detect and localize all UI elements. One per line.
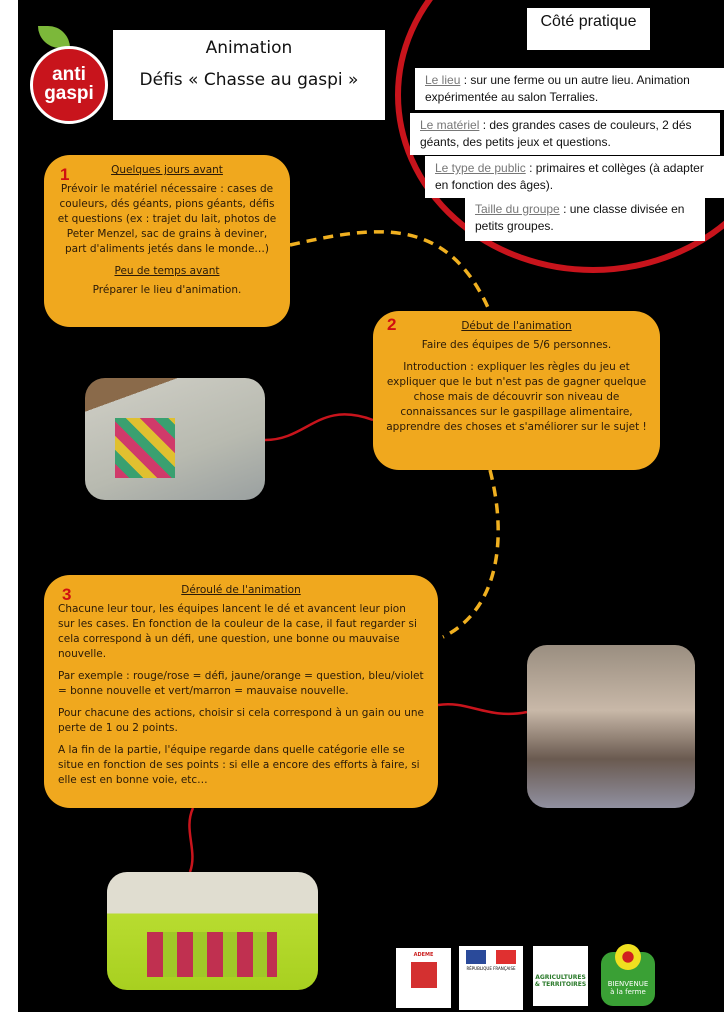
logo-text: BIENVENUE bbox=[607, 980, 649, 988]
step-text: Faire des équipes de 5/6 personnes. bbox=[421, 339, 612, 351]
step-text: A la fin de la partie, l'équipe regarde dans quelle catégorie elle se situe en fonction de ses points : si elle a encore des efforts à faire, si elle est en bonne voie, etc… bbox=[58, 744, 420, 786]
apple-icon bbox=[30, 46, 108, 124]
step-3-box bbox=[44, 575, 438, 808]
pratique-item bbox=[410, 113, 720, 155]
red-connector bbox=[265, 414, 373, 440]
item-text: : une classe divisée en petits groupes. bbox=[475, 202, 685, 233]
bienvenue-ferme-logo bbox=[601, 952, 655, 1006]
item-label: Le matériel bbox=[420, 118, 480, 132]
step-heading: Quelques jours avant bbox=[111, 164, 223, 176]
logo-text: à la ferme bbox=[610, 988, 646, 996]
game-squares bbox=[115, 418, 175, 478]
step-text: Pour chacune des actions, choisir si cela correspond à un gain ou une perte de 1 ou 2 points. bbox=[58, 707, 424, 734]
republique-logo bbox=[459, 946, 523, 1010]
step-text: Introduction : expliquer les règles du jeu et expliquer que le but n'est pas de gagner quelque chose mais de découvrir son niveau de connaissances sur le gaspillage alimentaire, apprendre des choses et s'améliorer sur le sujet ! bbox=[386, 361, 647, 433]
logo-text: AGRICULTURES bbox=[535, 974, 586, 981]
photo-students bbox=[527, 645, 695, 808]
poster bbox=[18, 0, 724, 1012]
flower-icon bbox=[615, 944, 641, 970]
step-text: Par exemple : rouge/rose = défi, jaune/orange = question, bleu/violet = bonne nouvelle et vert/marron = mauvaise nouvelle. bbox=[58, 670, 424, 697]
item-text: : sur une ferme ou un autre lieu. Animation expérimentée au salon Terralies. bbox=[425, 73, 690, 104]
step-number: 3 bbox=[62, 585, 72, 604]
step-text: Chacune leur tour, les équipes lancent le dé et avancent leur pion sur les cases. En fonction de la couleur de la case, il faut regarder si cela correspond à un défi, une question, une bonne ou mauvaise nouvelle. bbox=[58, 603, 417, 660]
logo-text: anti bbox=[52, 64, 86, 85]
logo-text: gaspi bbox=[44, 83, 94, 104]
pratique-item bbox=[415, 68, 724, 110]
dashed-connector bbox=[443, 470, 498, 637]
anti-gaspi-logo bbox=[30, 26, 110, 126]
step-2-box bbox=[373, 311, 660, 470]
logo-text: & TERRITOIRES bbox=[534, 981, 587, 988]
item-text: : des grandes cases de couleurs, 2 dés géants, des petits jeux et questions. bbox=[420, 118, 692, 149]
game-squares bbox=[147, 932, 277, 977]
ademe-emblem-icon bbox=[411, 962, 437, 988]
item-text: : primaires et collèges (à adapter en fonction des âges). bbox=[435, 161, 704, 192]
step-number: 2 bbox=[387, 315, 397, 334]
step-1-box bbox=[44, 155, 290, 327]
logo-text: RÉPUBLIQUE FRANÇAISE bbox=[466, 966, 516, 971]
step-text: Prévoir le matériel nécessaire : cases de couleurs, dés géants, pions géants, défis et questions (ex : trajet du lait, photos de Peter Menzel, sac de grains à deviner, part d'aliments jetés dans le monde…) bbox=[57, 183, 277, 255]
page-title: Animation bbox=[205, 38, 293, 58]
red-connector bbox=[189, 808, 193, 872]
flag-icon bbox=[466, 950, 516, 964]
logo-text: ADEME bbox=[413, 952, 434, 958]
pratique-item bbox=[425, 156, 724, 198]
dashed-connector bbox=[290, 232, 490, 312]
item-label: Le lieu bbox=[425, 73, 461, 87]
step-heading: Déroulé de l'animation bbox=[181, 584, 301, 596]
photo-game-floor bbox=[107, 872, 318, 990]
step-text: Préparer le lieu d'animation. bbox=[92, 284, 242, 296]
item-label: Le type de public bbox=[435, 161, 526, 175]
step-heading: Début de l'animation bbox=[461, 320, 572, 332]
step-heading: Peu de temps avant bbox=[114, 265, 220, 277]
photo-game-board bbox=[85, 378, 265, 500]
pratique-title: Côté pratique bbox=[527, 8, 650, 50]
red-connector bbox=[438, 704, 527, 714]
chambre-agriculture-logo bbox=[533, 946, 588, 1006]
page-subtitle: Défis « Chasse au gaspi » bbox=[139, 70, 359, 90]
step-number: 1 bbox=[60, 165, 70, 184]
item-label: Taille du groupe bbox=[475, 202, 560, 216]
leaf-icon bbox=[38, 26, 70, 48]
title-box bbox=[113, 30, 385, 120]
ademe-logo bbox=[396, 948, 451, 1008]
pratique-item bbox=[465, 197, 705, 241]
